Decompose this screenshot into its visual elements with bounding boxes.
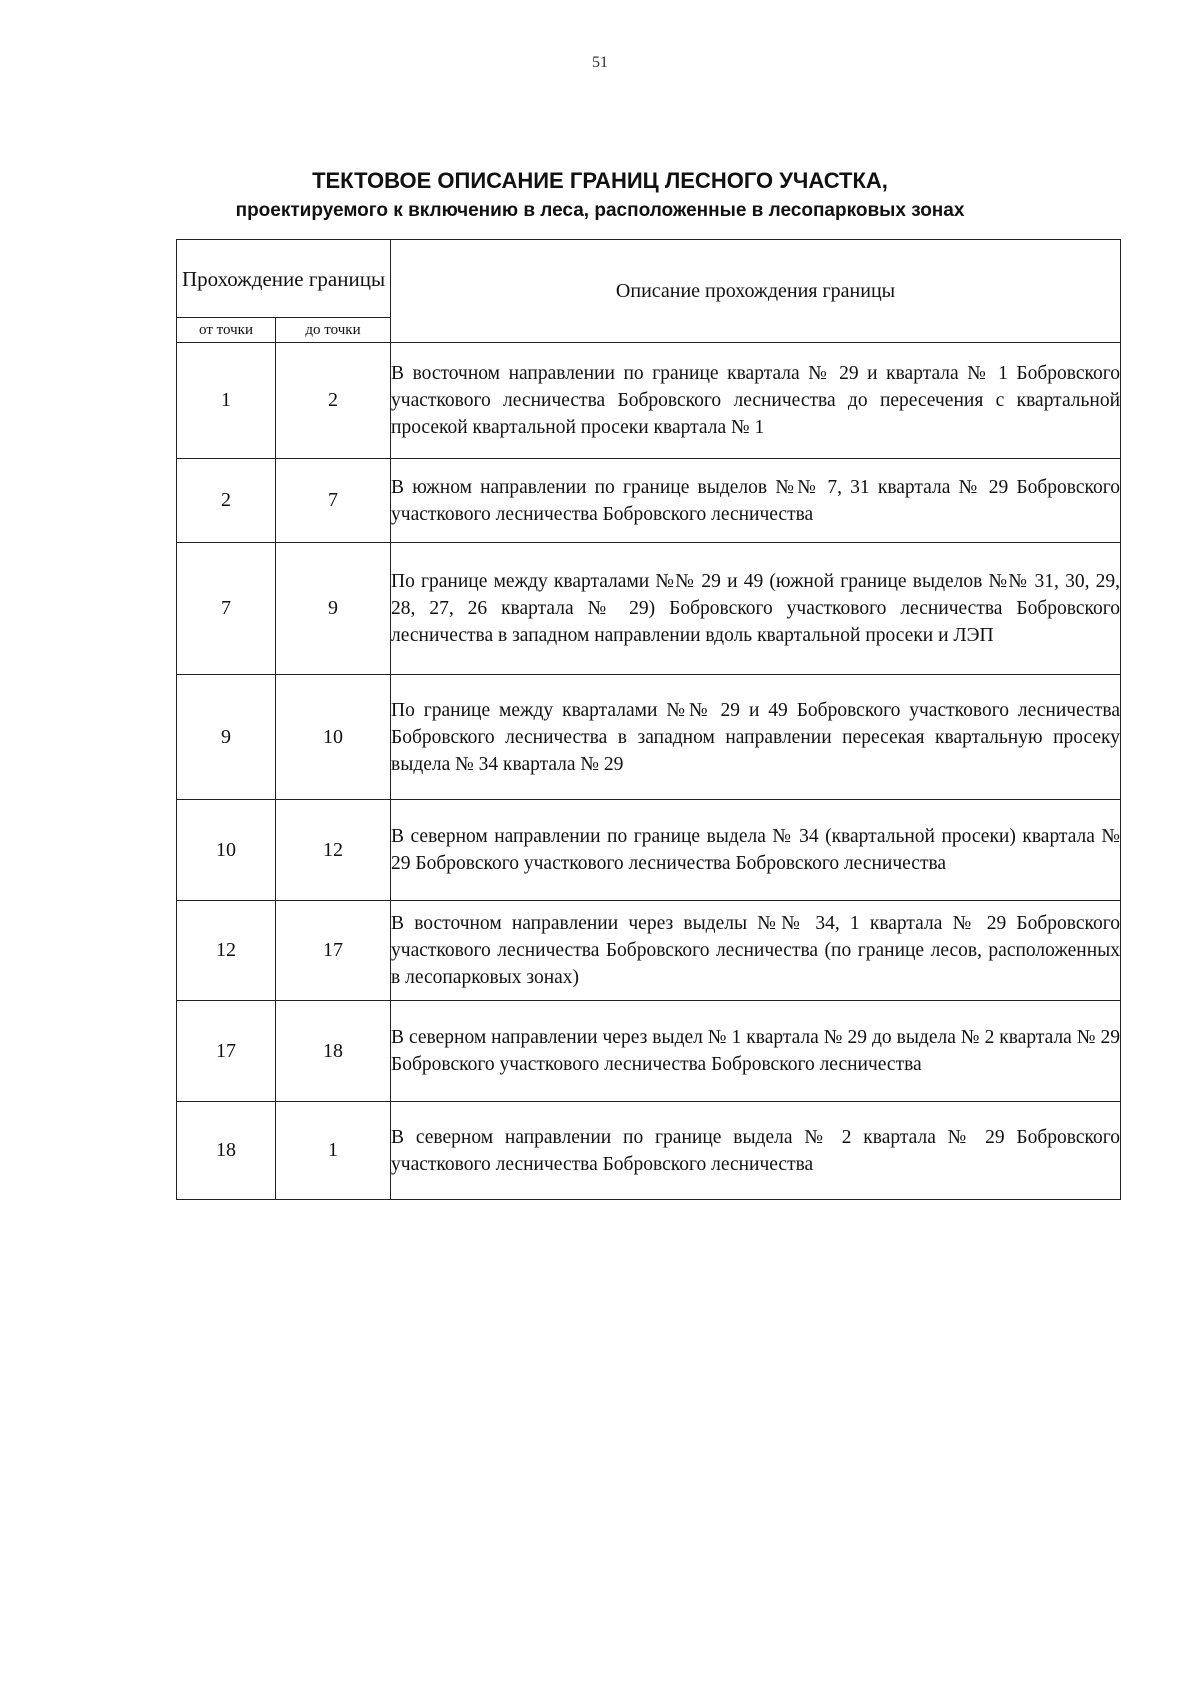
- table-row: [177, 343, 1121, 459]
- header-to-point: до точки: [276, 318, 391, 343]
- document-subtitle: проектируемого к включению в леса, расположенные в лесопарковых зонах: [235, 200, 965, 221]
- from-point-cell: 12: [177, 901, 276, 1001]
- description-cell: В южном направлении по границе выделов №№ 7, 31 квартала № 29 Бобровского участкового лесничества Бобровского лесничества: [391, 459, 1121, 543]
- to-point-cell: 17: [276, 901, 391, 1001]
- from-point-cell: 1: [177, 343, 276, 459]
- table-row: [177, 800, 1121, 901]
- description-cell: В северном направлении через выдел № 1 квартала № 29 до выдела № 2 квартала № 29 Бобровского участкового лесничества Бобровского лесничества: [391, 1001, 1121, 1102]
- table-row: [177, 1001, 1121, 1102]
- table-row: [177, 901, 1121, 1001]
- from-point-cell: 9: [177, 675, 276, 800]
- description-cell: В северном направлении по границе выдела № 2 квартала № 29 Бобровского участкового лесничества Бобровского лесничества: [391, 1102, 1121, 1200]
- page-number: 51: [592, 54, 608, 71]
- to-point-cell: 9: [276, 543, 391, 675]
- to-point-cell: 10: [276, 675, 391, 800]
- description-cell: В восточном направлении через выделы №№ 34, 1 квартала № 29 Бобровского участкового лесничества Бобровского лесничества (по границе лесов, расположенных в лесопарковых зонах): [391, 901, 1121, 1001]
- to-point-cell: 12: [276, 800, 391, 901]
- description-cell: В северном направлении по границе выдела № 34 (квартальной просеки) квартала № 29 Бобровского участкового лесничества Бобровского лесничества: [391, 800, 1121, 901]
- to-point-cell: 1: [276, 1102, 391, 1200]
- to-point-cell: 7: [276, 459, 391, 543]
- from-point-cell: 7: [177, 543, 276, 675]
- header-row: [177, 240, 1121, 318]
- header-boundary-passage: Прохождение границы: [177, 240, 391, 318]
- table-row: [177, 675, 1121, 800]
- document-title: ТЕКТОВОЕ ОПИСАНИЕ ГРАНИЦ ЛЕСНОГО УЧАСТКА,: [312, 168, 888, 193]
- boundary-table: [176, 239, 1121, 1200]
- table-row: [177, 543, 1121, 675]
- description-cell: По границе между кварталами №№ 29 и 49 (южной границе выделов №№ 31, 30, 29, 28, 27, 26 квартала № 29) Бобровского участкового лесничества Бобровского лесничества в западном направлении вдоль квартальной просеки и ЛЭП: [391, 543, 1121, 675]
- header-boundary-description: Описание прохождения границы: [391, 240, 1121, 343]
- description-cell: В восточном направлении по границе квартала № 29 и квартала № 1 Бобровского участкового лесничества Бобровского лесничества до пересечения с квартальной просекой квартальной просеки квартала № 1: [391, 343, 1121, 459]
- table-row: [177, 1102, 1121, 1200]
- from-point-cell: 10: [177, 800, 276, 901]
- from-point-cell: 17: [177, 1001, 276, 1102]
- table-row: [177, 459, 1121, 543]
- description-cell: По границе между кварталами №№ 29 и 49 Бобровского участкового лесничества Бобровского лесничества в западном направлении пересекая квартальную просеку выдела № 34 квартала № 29: [391, 675, 1121, 800]
- to-point-cell: 2: [276, 343, 391, 459]
- from-point-cell: 18: [177, 1102, 276, 1200]
- to-point-cell: 18: [276, 1001, 391, 1102]
- header-from-point: от точки: [177, 318, 276, 343]
- from-point-cell: 2: [177, 459, 276, 543]
